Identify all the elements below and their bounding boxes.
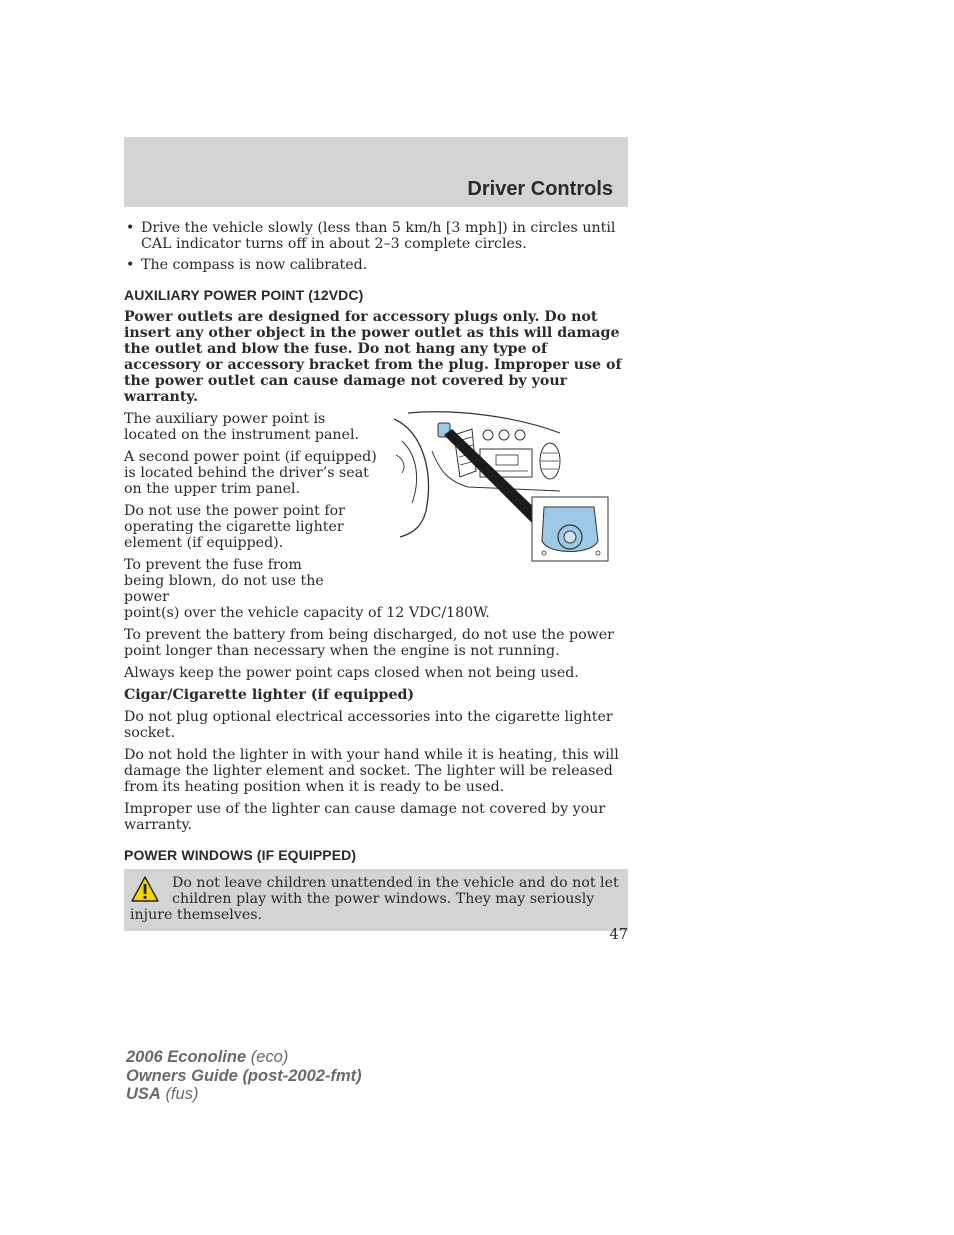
lighter-p1: Do not plug optional electrical accessories into the cigarette lighter socket.: [124, 709, 613, 741]
power-windows-heading: POWER WINDOWS (IF EQUIPPED): [124, 847, 357, 863]
section-title: Driver Controls: [467, 178, 613, 200]
aux-p5: To prevent the battery from being discharged, do not use the power point longer than necessary when the engine is not running.: [124, 627, 614, 659]
lighter-subheading: Cigar/Cigarette lighter (if equipped): [124, 687, 415, 703]
aux-power-heading: AUXILIARY POWER POINT (12VDC): [124, 287, 364, 303]
lighter-p3: Improper use of the lighter can cause damage not covered by your warranty.: [124, 801, 606, 833]
aux-p6: Always keep the power point caps closed when not being used.: [124, 665, 579, 681]
power-point-illustration: [392, 411, 614, 571]
lighter-p2: Do not hold the lighter in with your hand while it is heating, this will damage the lighter element and socket. The lighter will be released from its heating position when it is ready to be used.: [124, 747, 619, 795]
warning-triangle-icon: [130, 875, 160, 903]
power-windows-warning-box: [124, 869, 628, 931]
aux-p4: To prevent the fuse from being blown, do not use the power point(s) over the vehicle capacity of 12 VDC/180W.: [124, 557, 490, 621]
aux-p2: A second power point (if equipped) is located behind the driver’s seat on the upper trim panel.: [124, 449, 377, 497]
aux-p3: Do not use the power point for operating the cigarette lighter element (if equipped).: [124, 503, 345, 551]
page-number: 47: [609, 927, 628, 943]
footer-line-1: 2006 Econoline (eco): [126, 1048, 289, 1066]
calibration-steps: [124, 220, 628, 273]
aux-power-section: [124, 411, 628, 621]
footer-line-2: Owners Guide (post-2002-fmt): [126, 1066, 362, 1085]
section-header-band: [124, 137, 628, 207]
document-footer: [126, 1048, 362, 1104]
power-windows-warning-text: Do not leave children unattended in the vehicle and do not let children play with the power windows. They may seriously injure themselves.: [130, 875, 619, 923]
aux-p1: The auxiliary power point is located on the instrument panel.: [124, 411, 360, 443]
footer-line-3: USA (fus): [126, 1085, 199, 1103]
list-item: • The compass is now calibrated.: [126, 257, 368, 273]
aux-power-warning: Power outlets are designed for accessory plugs only. Do not insert any other object in the power outlet as this will damage the outlet and blow the fuse. Do not hang any type of accessory or accessory bracket from the plug. Improper use of the power outlet can cause damage not covered by your warranty.: [124, 309, 622, 405]
list-item: • Drive the vehicle slowly (less than 5 km/h [3 mph]) in circles until CAL indicator turns off in about 2–3 complete circles.: [126, 220, 616, 252]
page-content: [124, 220, 628, 931]
